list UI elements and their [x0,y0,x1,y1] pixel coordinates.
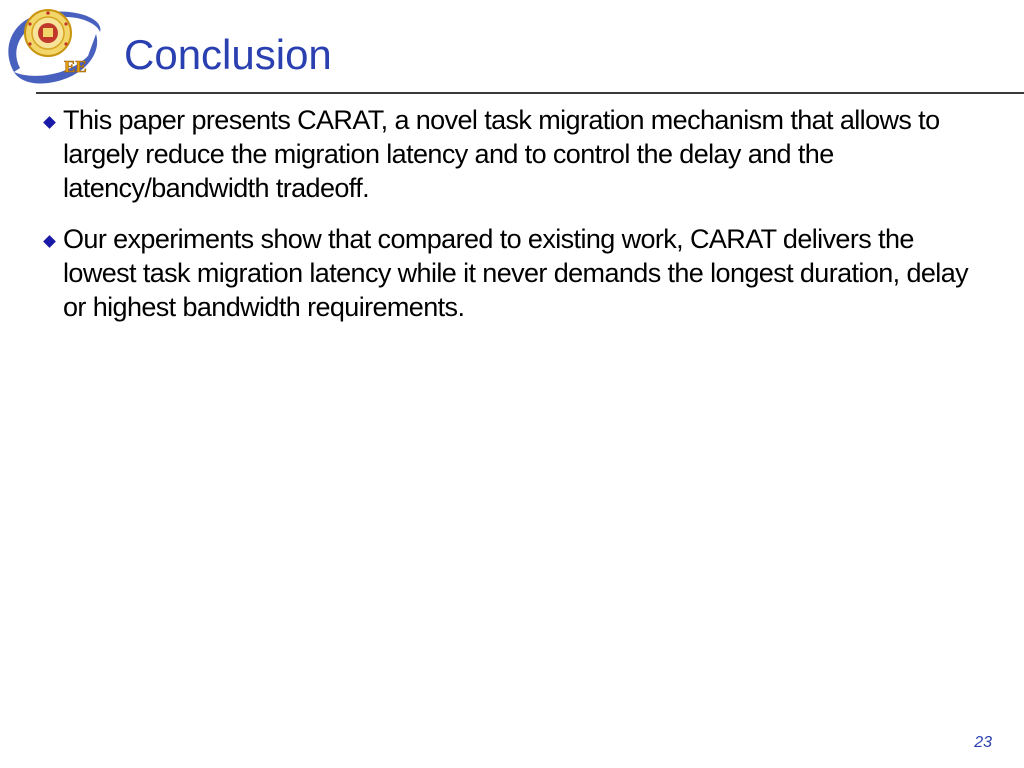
bullet-item [40,222,990,324]
diamond-bullet-icon [43,235,56,248]
page-number: 23 [974,734,992,751]
diamond-bullet-icon [43,116,56,129]
bullet-list [40,103,990,341]
title-divider [36,92,1024,94]
svg-text:EE: EE [64,57,87,76]
bullet-item [40,103,990,205]
bullet-text: Our experiments show that compared to existing work, CARAT delivers the lowest task migration latency while it never demands the longest duration, delay or highest bandwidth requirements. [63,224,969,322]
slide-title: Conclusion [124,31,332,78]
bullet-text: This paper presents CARAT, a novel task migration mechanism that allows to largely reduce the migration latency and to control the delay and the latency/bandwidth tradeoff. [63,105,940,203]
ee-logo-icon [2,2,106,86]
